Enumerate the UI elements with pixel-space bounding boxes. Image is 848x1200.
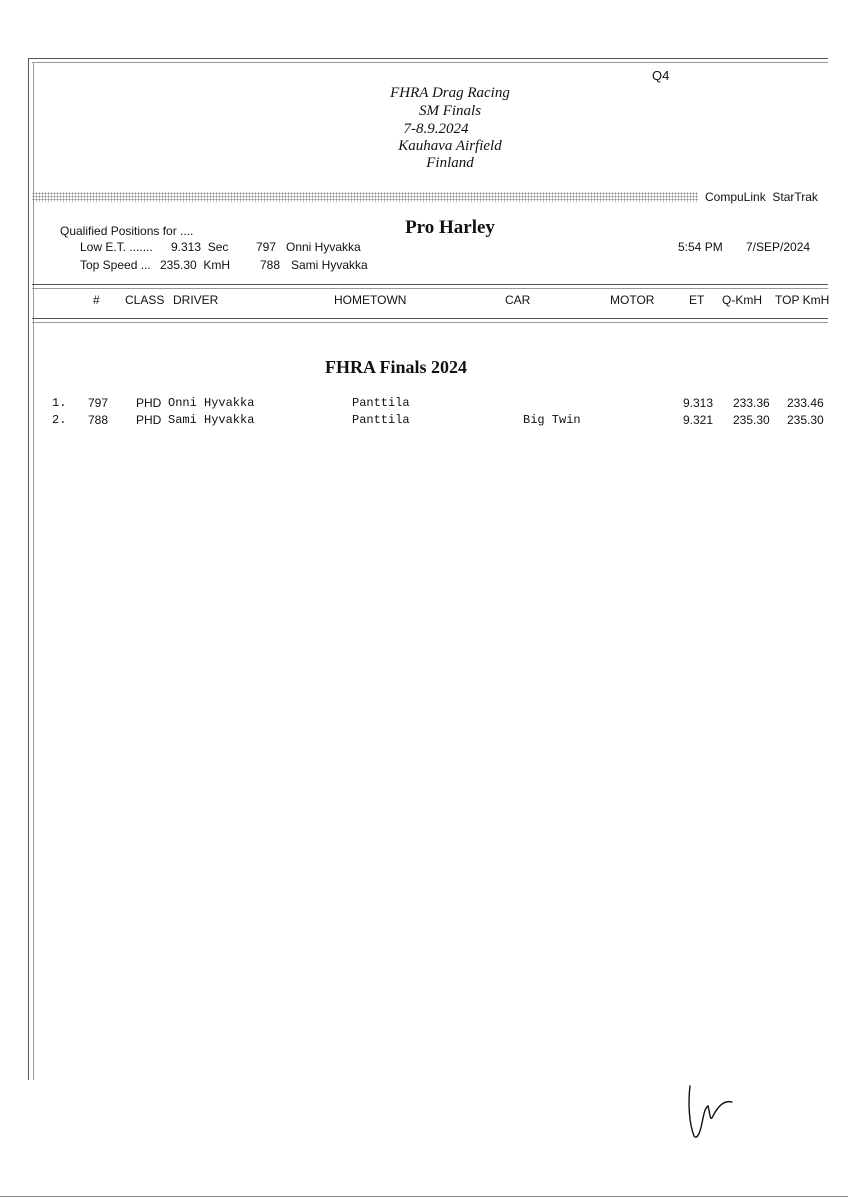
low-et-value: 9.313 Sec: [171, 240, 229, 254]
event-name: FHRA Drag Racing: [390, 85, 510, 101]
col-et: ET: [689, 293, 705, 307]
low-et-label: Low E.T. .......: [80, 240, 153, 254]
left-border-inner: [33, 62, 34, 1080]
row-topkmh: 233.46: [787, 396, 824, 410]
col-qkmh: Q-KmH: [722, 293, 762, 307]
header-rule-top-2: [32, 288, 828, 289]
dotted-band: [32, 192, 698, 202]
row-qkmh: 233.36: [733, 396, 770, 410]
page-code: Q4: [652, 68, 670, 83]
report-date: 7/SEP/2024: [746, 240, 811, 254]
event-venue: Kauhava Airfield: [398, 138, 502, 154]
row-number: 788: [88, 413, 109, 427]
top-speed-driver: Sami Hyvakka: [291, 258, 368, 272]
row-class: PHD: [136, 413, 162, 427]
footer-rule: [0, 1196, 848, 1197]
row-class: PHD: [136, 396, 162, 410]
top-border: [28, 58, 828, 59]
col-motor: MOTOR: [610, 293, 655, 307]
table-row: [0, 396, 848, 412]
top-border-inner: [32, 62, 828, 63]
column-headers: [0, 293, 848, 309]
table-row: [0, 413, 848, 429]
col-topkmh: TOP KmH: [775, 293, 830, 307]
col-car: CAR: [505, 293, 531, 307]
low-et-number: 797: [256, 240, 277, 254]
header-rule-bottom-2: [32, 322, 828, 323]
col-class: CLASS: [125, 293, 165, 307]
row-et: 9.321: [683, 413, 714, 427]
row-driver: Sami Hyvakka: [168, 413, 255, 427]
col-hometown: HOMETOWN: [334, 293, 407, 307]
row-qkmh: 235.30: [733, 413, 770, 427]
event-dates: 7-8.9.2024: [403, 121, 469, 137]
top-speed-number: 788: [260, 258, 281, 272]
row-hometown: Panttila: [352, 413, 410, 427]
col-driver: DRIVER: [173, 293, 219, 307]
event-country: Finland: [426, 155, 474, 171]
left-border: [28, 58, 29, 1080]
row-topkmh: 235.30: [787, 413, 824, 427]
col-number: #: [93, 293, 100, 307]
system-name: CompuLink StarTrak: [705, 190, 818, 204]
low-et-driver: Onni Hyvakka: [286, 240, 361, 254]
handwritten-signature: [680, 1078, 740, 1148]
section-title: FHRA Finals 2024: [324, 357, 467, 377]
event-series: SM Finals: [418, 103, 482, 119]
header-rule-bottom: [32, 318, 828, 319]
row-position: 1.: [52, 396, 67, 410]
row-hometown: Panttila: [352, 396, 410, 410]
class-title: Pro Harley: [405, 217, 495, 238]
row-et: 9.313: [683, 396, 714, 410]
row-position: 2.: [52, 413, 67, 427]
qualified-label: Qualified Positions for ....: [60, 224, 194, 238]
report-time: 5:54 PM: [678, 240, 723, 254]
row-number: 797: [88, 396, 109, 410]
row-driver: Onni Hyvakka: [168, 396, 255, 410]
top-speed-value: 235.30 KmH: [160, 258, 231, 272]
row-car: Big Twin: [523, 413, 581, 427]
header-rule-top: [32, 284, 828, 285]
top-speed-label: Top Speed ...: [80, 258, 151, 272]
